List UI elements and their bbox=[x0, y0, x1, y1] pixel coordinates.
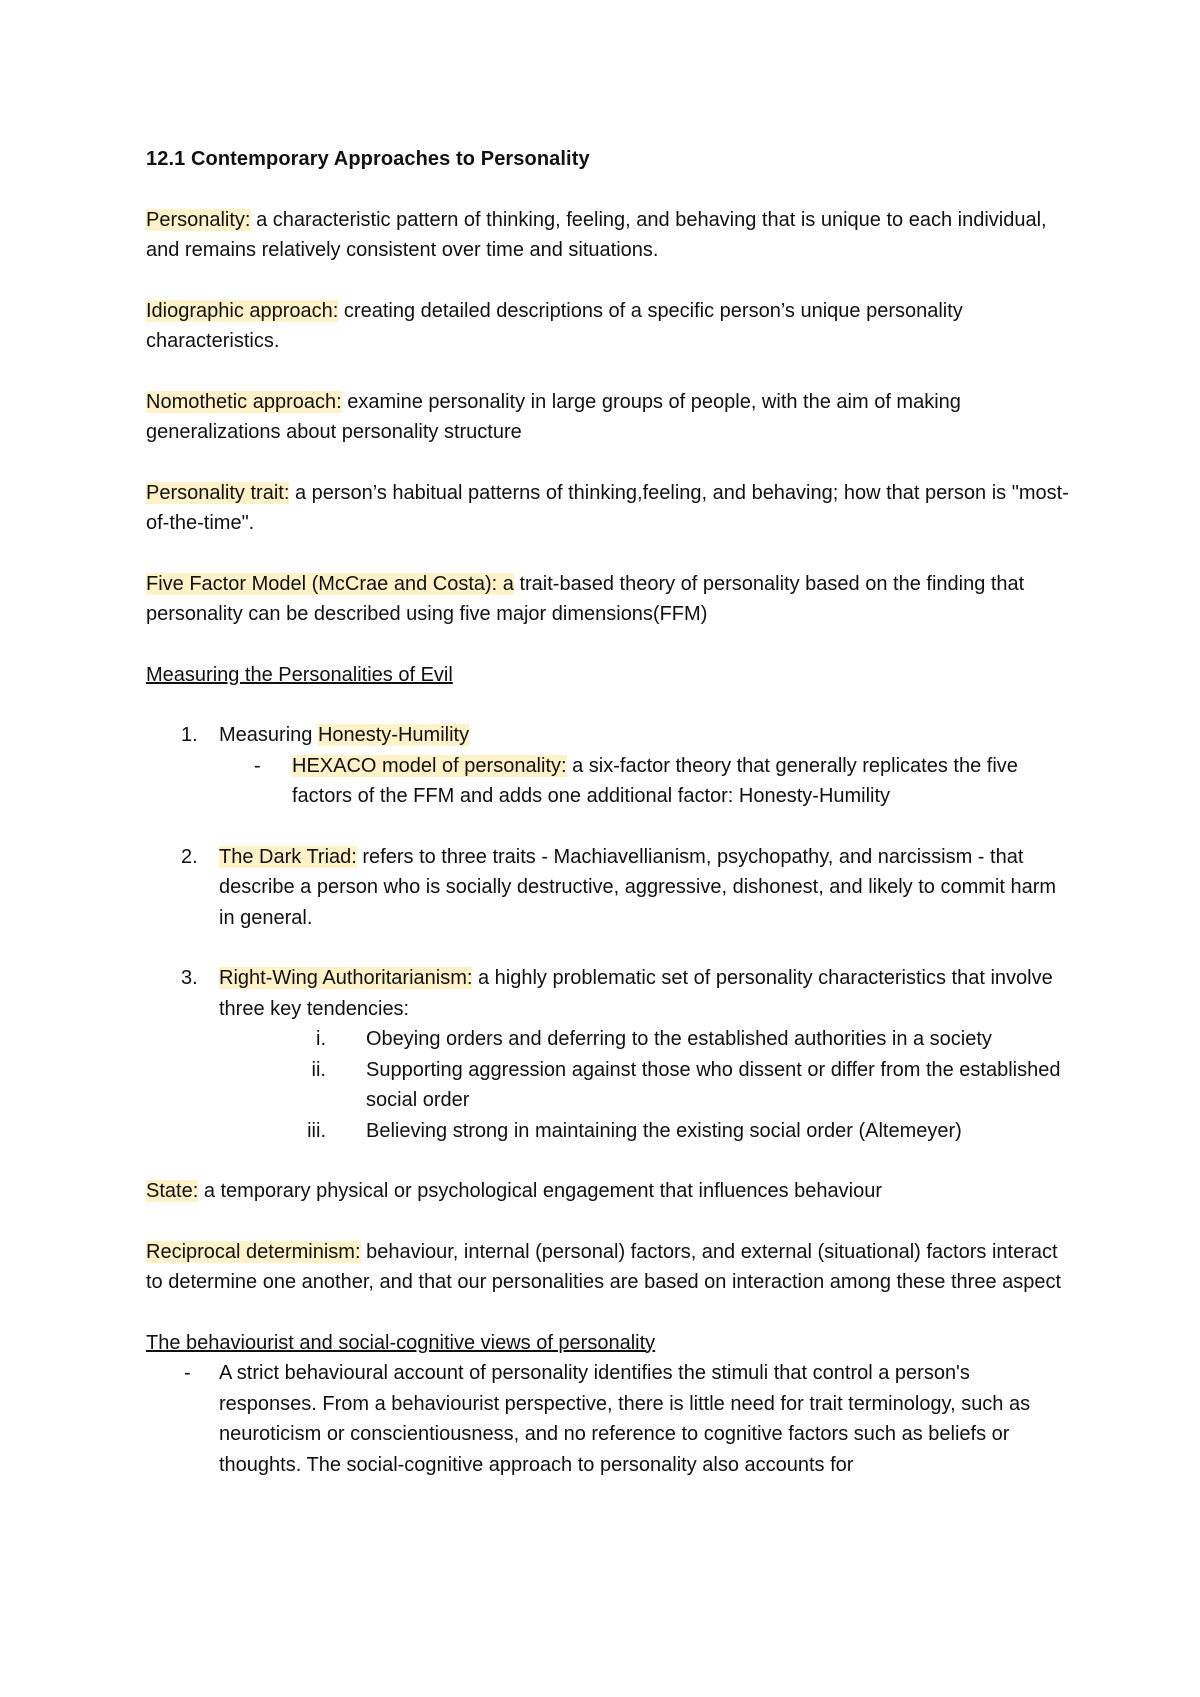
roman-item-text: Supporting aggression against those who dissent or differ from the established social order bbox=[366, 1058, 1061, 1111]
list-item-text bbox=[219, 963, 1070, 1024]
list-number: 3. bbox=[181, 967, 198, 989]
term-highlight: The Dark Triad: bbox=[219, 845, 357, 868]
definition-text: behaviour, internal (personal) factors, and external (situational) factors interact to determine one another, and that our personalities are based on interaction among these three aspect bbox=[146, 1240, 1062, 1293]
term-highlight: Personality: bbox=[146, 208, 251, 231]
roman-numeral: ii. bbox=[311, 1058, 326, 1081]
definition-trait bbox=[146, 478, 1070, 539]
roman-sublist bbox=[146, 1024, 1070, 1146]
dash-bullet: - bbox=[184, 1362, 191, 1384]
roman-numeral: i. bbox=[316, 1028, 326, 1050]
list-number: 1. bbox=[181, 724, 198, 746]
dash-bullet: - bbox=[254, 754, 261, 777]
section-heading-evil: Measuring the Personalities of Evil bbox=[146, 663, 453, 686]
definition-text: a six-factor theory that generally replicates the five factors of the FFM and adds one additional factor: Honesty-Humility bbox=[292, 754, 1018, 807]
definition-state bbox=[146, 1176, 1070, 1207]
definition-text: a person’s habitual patterns of thinking,feeling, and behaving; how that person is "most-of-the-time". bbox=[146, 481, 1069, 534]
bullet-behaviourist bbox=[146, 1358, 1070, 1480]
roman-item-text: Obeying orders and deferring to the established authorities in a society bbox=[366, 1028, 992, 1050]
definition-text: refers to three traits - Machiavellianism, psychopathy, and narcissism - that describe a person who is socially destructive, aggressive, dishonest, and likely to commit harm in general. bbox=[219, 845, 1057, 929]
term-highlight: Honesty-Humility bbox=[317, 724, 470, 746]
numbered-item-1 bbox=[146, 720, 1070, 812]
roman-numeral: iii. bbox=[307, 1119, 326, 1142]
definition-ffm bbox=[146, 569, 1070, 630]
definition-text: creating detailed descriptions of a specific person’s unique personality characteristics. bbox=[146, 299, 963, 352]
sub-bullet-hexaco bbox=[219, 751, 1070, 812]
section-heading-behaviourist: The behaviourist and social-cognitive views of personality bbox=[146, 1331, 656, 1354]
term-highlight: Nomothetic approach: bbox=[146, 390, 342, 413]
list-number: 2. bbox=[181, 845, 198, 868]
definition-personality bbox=[146, 205, 1070, 266]
roman-item-text: Believing strong in maintaining the existing social order (Altemeyer) bbox=[366, 1119, 962, 1142]
page-title: 12.1 Contemporary Approaches to Personality bbox=[146, 148, 590, 170]
term-highlight: HEXACO model of personality: bbox=[292, 754, 567, 777]
definition-nomothetic bbox=[146, 387, 1070, 448]
roman-item bbox=[146, 1055, 1070, 1116]
term-highlight: Right-Wing Authoritarianism: bbox=[219, 967, 473, 989]
bullet-text: A strict behavioural account of personality identifies the stimuli that control a person's responses. From a behaviourist perspective, there is little need for trait terminology, such as neuroticism or conscientiousness, and no reference to cognitive factors such as beliefs or thoughts. The social-cognitive approach to personality also accounts for bbox=[219, 1362, 1031, 1476]
list-item-text: Measuring Honesty-Humility bbox=[219, 724, 470, 746]
roman-item bbox=[146, 1116, 1070, 1147]
term-highlight: Idiographic approach: bbox=[146, 299, 339, 322]
definition-text: a characteristic pattern of thinking, feeling, and behaving that is unique to each individual, and remains relatively consistent over time and situations. bbox=[146, 208, 1047, 261]
term-highlight: Personality trait: bbox=[146, 481, 290, 504]
definition-text: examine personality in large groups of people, with the aim of making generalizations about personality structure bbox=[146, 390, 961, 443]
roman-item bbox=[146, 1024, 1070, 1055]
definition-idiographic bbox=[146, 296, 1070, 357]
term-highlight: Five Factor Model (McCrae and Costa): a bbox=[146, 572, 514, 595]
numbered-item-2 bbox=[146, 842, 1070, 934]
term-highlight: Reciprocal determinism: bbox=[146, 1240, 361, 1263]
list-item-text bbox=[219, 842, 1070, 934]
definition-reciprocal bbox=[146, 1237, 1070, 1298]
definition-text: a temporary physical or psychological engagement that influences behaviour bbox=[198, 1180, 882, 1202]
definition-text: a highly problematic set of personality characteristics that involve three key tendencies: bbox=[219, 967, 1053, 1020]
term-highlight: State: bbox=[146, 1180, 199, 1202]
numbered-item-3 bbox=[146, 963, 1070, 1024]
definition-text: trait-based theory of personality based on the finding that personality can be described using five major dimensions(FFM) bbox=[146, 572, 1025, 625]
